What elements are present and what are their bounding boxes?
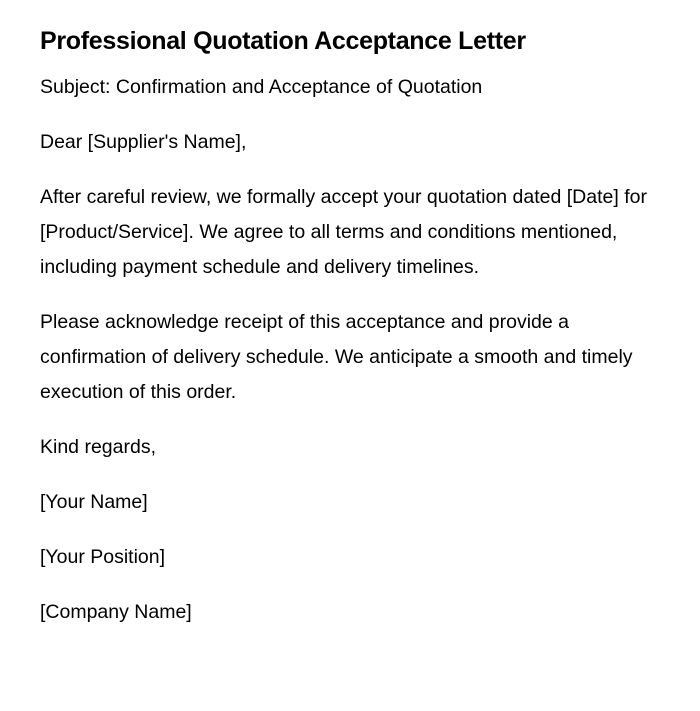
subject-line: Subject: Confirmation and Acceptance of Quotation [40, 76, 483, 98]
closing: Kind regards, [40, 436, 156, 458]
greeting: Dear [Supplier's Name], [40, 131, 247, 153]
signer-position: [Your Position] [40, 546, 166, 568]
signer-name: [Your Name] [40, 491, 148, 513]
company-name: [Company Name] [40, 601, 192, 623]
body-paragraph-1: After careful review, we formally accept your quotation dated [Date] for [Product/Service]. We agree to all terms and conditions mentioned, including payment schedule and delivery timelines. [40, 186, 647, 278]
body-paragraph-2: Please acknowledge receipt of this acceptance and provide a confirmation of delivery schedule. We anticipate a smooth and timely execution of this order. [40, 311, 633, 403]
letter-title: Professional Quotation Acceptance Letter [40, 27, 526, 55]
letter-document [40, 24, 660, 650]
